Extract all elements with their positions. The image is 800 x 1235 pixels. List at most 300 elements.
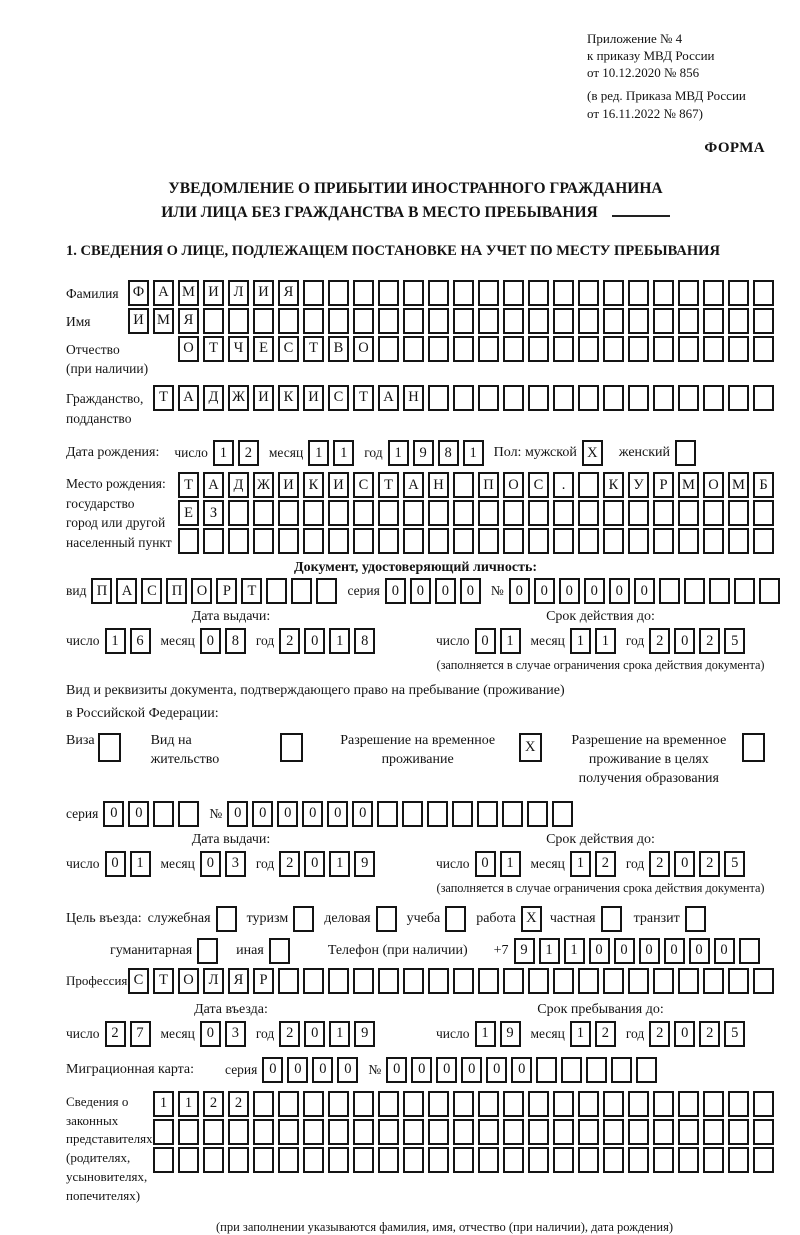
form-cell[interactable]: [603, 1147, 624, 1173]
form-cell[interactable]: Р: [216, 578, 237, 604]
form-cell[interactable]: Т: [203, 336, 224, 362]
form-cell[interactable]: Е: [178, 500, 199, 526]
form-cell[interactable]: Л: [203, 968, 224, 994]
form-cell[interactable]: 2: [279, 628, 300, 654]
form-cell[interactable]: Т: [378, 472, 399, 498]
form-cell[interactable]: 0: [200, 628, 221, 654]
form-cell[interactable]: 1: [539, 938, 560, 964]
form-cell[interactable]: Т: [303, 336, 324, 362]
form-cell[interactable]: [753, 308, 774, 334]
form-cell[interactable]: [378, 1119, 399, 1145]
form-cell[interactable]: [228, 528, 249, 554]
form-cell[interactable]: [303, 308, 324, 334]
form-cell[interactable]: [278, 968, 299, 994]
form-cell[interactable]: [553, 1091, 574, 1117]
form-cell[interactable]: [578, 1147, 599, 1173]
form-cell[interactable]: [734, 578, 755, 604]
form-cell[interactable]: [703, 1147, 724, 1173]
residence-series-input[interactable]: [103, 801, 199, 827]
stay-day-input[interactable]: [475, 1021, 521, 1047]
form-cell[interactable]: [428, 500, 449, 526]
form-cell[interactable]: И: [278, 472, 299, 498]
form-cell[interactable]: 5: [724, 851, 745, 877]
form-cell[interactable]: А: [403, 472, 424, 498]
form-cell[interactable]: [253, 1147, 274, 1173]
form-cell[interactable]: 1: [570, 1021, 591, 1047]
patronymic-input[interactable]: [178, 336, 774, 362]
form-cell[interactable]: [503, 308, 524, 334]
form-cell[interactable]: 0: [664, 938, 685, 964]
form-cell[interactable]: 0: [304, 851, 325, 877]
form-cell[interactable]: О: [503, 472, 524, 498]
form-cell[interactable]: [478, 280, 499, 306]
form-cell[interactable]: [303, 1119, 324, 1145]
residence-expiry-day-input[interactable]: [475, 851, 521, 877]
form-cell[interactable]: [428, 1091, 449, 1117]
form-cell[interactable]: [253, 1091, 274, 1117]
form-cell[interactable]: [678, 336, 699, 362]
form-cell[interactable]: [703, 385, 724, 411]
form-cell[interactable]: [402, 801, 423, 827]
form-cell[interactable]: [553, 1119, 574, 1145]
form-cell[interactable]: [628, 1147, 649, 1173]
form-cell[interactable]: 2: [228, 1091, 249, 1117]
form-cell[interactable]: [403, 528, 424, 554]
form-cell[interactable]: [428, 1147, 449, 1173]
form-cell[interactable]: [503, 1091, 524, 1117]
form-cell[interactable]: 0: [105, 851, 126, 877]
form-cell[interactable]: [478, 1091, 499, 1117]
form-cell[interactable]: [428, 280, 449, 306]
form-cell[interactable]: [603, 280, 624, 306]
form-cell[interactable]: [478, 385, 499, 411]
form-cell[interactable]: [653, 336, 674, 362]
form-cell[interactable]: [328, 1147, 349, 1173]
form-cell[interactable]: [280, 733, 303, 762]
form-cell[interactable]: У: [628, 472, 649, 498]
form-cell[interactable]: X: [521, 906, 542, 932]
form-cell[interactable]: [578, 308, 599, 334]
form-cell[interactable]: [678, 385, 699, 411]
form-cell[interactable]: [452, 801, 473, 827]
form-cell[interactable]: 1: [329, 1021, 350, 1047]
form-cell[interactable]: [753, 1147, 774, 1173]
form-cell[interactable]: 0: [511, 1057, 532, 1083]
form-cell[interactable]: [553, 385, 574, 411]
form-cell[interactable]: [178, 1147, 199, 1173]
form-cell[interactable]: [578, 500, 599, 526]
form-cell[interactable]: 0: [509, 578, 530, 604]
form-cell[interactable]: 2: [649, 1021, 670, 1047]
form-cell[interactable]: [503, 385, 524, 411]
residence-issue-year-input[interactable]: [279, 851, 375, 877]
doc-expiry-day-input[interactable]: [475, 628, 521, 654]
form-cell[interactable]: [728, 280, 749, 306]
form-cell[interactable]: [603, 308, 624, 334]
form-cell[interactable]: 3: [225, 1021, 246, 1047]
form-cell[interactable]: 1: [463, 440, 484, 466]
form-cell[interactable]: И: [128, 308, 149, 334]
birthplace-input-row2[interactable]: [178, 500, 774, 526]
form-cell[interactable]: [203, 1119, 224, 1145]
form-cell[interactable]: [553, 1147, 574, 1173]
form-cell[interactable]: [477, 801, 498, 827]
form-cell[interactable]: 2: [595, 851, 616, 877]
form-cell[interactable]: [528, 968, 549, 994]
form-cell[interactable]: [503, 528, 524, 554]
form-cell[interactable]: [553, 528, 574, 554]
form-cell[interactable]: 2: [203, 1091, 224, 1117]
form-cell[interactable]: 2: [699, 851, 720, 877]
form-cell[interactable]: [328, 968, 349, 994]
form-cell[interactable]: 0: [534, 578, 555, 604]
form-cell[interactable]: 2: [699, 1021, 720, 1047]
form-cell[interactable]: 1: [564, 938, 585, 964]
doc-series-input[interactable]: [385, 578, 481, 604]
form-cell[interactable]: [628, 385, 649, 411]
form-cell[interactable]: 0: [461, 1057, 482, 1083]
form-cell[interactable]: [378, 968, 399, 994]
surname-input[interactable]: [128, 280, 774, 306]
form-cell[interactable]: [353, 1119, 374, 1145]
form-cell[interactable]: [353, 968, 374, 994]
form-cell[interactable]: [628, 528, 649, 554]
form-cell[interactable]: [328, 1119, 349, 1145]
residence-issue-month-input[interactable]: [200, 851, 246, 877]
form-cell[interactable]: [528, 385, 549, 411]
form-cell[interactable]: [303, 1147, 324, 1173]
sex-male-checkbox[interactable]: [582, 440, 603, 466]
form-cell[interactable]: [453, 308, 474, 334]
form-cell[interactable]: [453, 336, 474, 362]
form-cell[interactable]: [203, 1147, 224, 1173]
form-cell[interactable]: [678, 1091, 699, 1117]
birth-month-input[interactable]: [308, 440, 354, 466]
form-cell[interactable]: З: [203, 500, 224, 526]
form-cell[interactable]: Т: [153, 385, 174, 411]
form-cell[interactable]: [453, 968, 474, 994]
form-cell[interactable]: 0: [639, 938, 660, 964]
form-cell[interactable]: [578, 280, 599, 306]
form-cell[interactable]: [228, 500, 249, 526]
form-cell[interactable]: Д: [203, 385, 224, 411]
form-cell[interactable]: [603, 528, 624, 554]
form-cell[interactable]: [628, 1119, 649, 1145]
form-cell[interactable]: [178, 528, 199, 554]
form-cell[interactable]: И: [253, 385, 274, 411]
temp-residence-edu-checkbox[interactable]: [742, 733, 765, 762]
form-cell[interactable]: [278, 1147, 299, 1173]
form-cell[interactable]: 9: [514, 938, 535, 964]
form-cell[interactable]: Е: [253, 336, 274, 362]
form-cell[interactable]: 9: [354, 1021, 375, 1047]
form-cell[interactable]: 5: [724, 628, 745, 654]
form-cell[interactable]: [253, 528, 274, 554]
form-cell[interactable]: 0: [227, 801, 248, 827]
form-cell[interactable]: 0: [277, 801, 298, 827]
name-input[interactable]: [128, 308, 774, 334]
form-cell[interactable]: [628, 1091, 649, 1117]
birth-year-input[interactable]: [388, 440, 484, 466]
form-cell[interactable]: 1: [329, 628, 350, 654]
form-cell[interactable]: [728, 1147, 749, 1173]
purpose-transit-checkbox[interactable]: [685, 906, 706, 932]
form-cell[interactable]: 0: [304, 628, 325, 654]
form-cell[interactable]: [378, 336, 399, 362]
form-cell[interactable]: 6: [130, 628, 151, 654]
form-cell[interactable]: [603, 385, 624, 411]
form-cell[interactable]: [453, 472, 474, 498]
form-cell[interactable]: К: [303, 472, 324, 498]
form-cell[interactable]: [628, 308, 649, 334]
form-cell[interactable]: [503, 500, 524, 526]
form-cell[interactable]: [578, 968, 599, 994]
form-cell[interactable]: [269, 938, 290, 964]
form-cell[interactable]: [403, 280, 424, 306]
form-cell[interactable]: 0: [460, 578, 481, 604]
form-cell[interactable]: [303, 280, 324, 306]
form-cell[interactable]: [153, 1147, 174, 1173]
form-cell[interactable]: М: [728, 472, 749, 498]
form-cell[interactable]: 2: [649, 628, 670, 654]
form-cell[interactable]: [98, 733, 121, 762]
form-cell[interactable]: [603, 500, 624, 526]
visa-checkbox[interactable]: [98, 733, 121, 762]
entry-year-input[interactable]: [279, 1021, 375, 1047]
form-cell[interactable]: П: [91, 578, 112, 604]
stay-month-input[interactable]: [570, 1021, 616, 1047]
form-cell[interactable]: [378, 528, 399, 554]
form-cell[interactable]: [378, 1147, 399, 1173]
form-cell[interactable]: С: [278, 336, 299, 362]
form-cell[interactable]: Я: [228, 968, 249, 994]
form-cell[interactable]: 0: [410, 578, 431, 604]
migration-series-input[interactable]: [262, 1057, 358, 1083]
form-cell[interactable]: [578, 472, 599, 498]
residence-issue-day-input[interactable]: [105, 851, 151, 877]
form-cell[interactable]: А: [116, 578, 137, 604]
entry-month-input[interactable]: [200, 1021, 246, 1047]
form-cell[interactable]: [303, 968, 324, 994]
form-cell[interactable]: [653, 1091, 674, 1117]
form-cell[interactable]: Д: [228, 472, 249, 498]
purpose-private-checkbox[interactable]: [601, 906, 622, 932]
form-cell[interactable]: [428, 385, 449, 411]
form-cell[interactable]: X: [582, 440, 603, 466]
form-cell[interactable]: [678, 1147, 699, 1173]
form-cell[interactable]: [703, 500, 724, 526]
form-cell[interactable]: [478, 500, 499, 526]
form-cell[interactable]: 0: [302, 801, 323, 827]
form-cell[interactable]: [528, 500, 549, 526]
form-cell[interactable]: К: [603, 472, 624, 498]
form-cell[interactable]: [378, 500, 399, 526]
form-cell[interactable]: [203, 528, 224, 554]
form-cell[interactable]: [303, 1091, 324, 1117]
purpose-work-checkbox[interactable]: [521, 906, 542, 932]
residence-number-input[interactable]: [227, 801, 573, 827]
form-cell[interactable]: [753, 968, 774, 994]
form-cell[interactable]: 5: [724, 1021, 745, 1047]
doc-kind-input[interactable]: [91, 578, 337, 604]
form-cell[interactable]: 8: [438, 440, 459, 466]
form-cell[interactable]: [528, 280, 549, 306]
form-cell[interactable]: [378, 280, 399, 306]
form-cell[interactable]: Т: [241, 578, 262, 604]
doc-expiry-year-input[interactable]: [649, 628, 745, 654]
form-cell[interactable]: [561, 1057, 582, 1083]
form-cell[interactable]: [678, 968, 699, 994]
form-cell[interactable]: [552, 801, 573, 827]
form-cell[interactable]: [353, 1147, 374, 1173]
form-cell[interactable]: [453, 1147, 474, 1173]
form-cell[interactable]: [636, 1057, 657, 1083]
form-cell[interactable]: [753, 1119, 774, 1145]
form-cell[interactable]: [653, 280, 674, 306]
form-cell[interactable]: [228, 308, 249, 334]
form-cell[interactable]: 1: [333, 440, 354, 466]
form-cell[interactable]: [453, 1119, 474, 1145]
form-cell[interactable]: [303, 500, 324, 526]
form-cell[interactable]: 0: [475, 851, 496, 877]
form-cell[interactable]: 0: [252, 801, 273, 827]
form-cell[interactable]: [428, 528, 449, 554]
form-cell[interactable]: Б: [753, 472, 774, 498]
form-cell[interactable]: [703, 280, 724, 306]
form-cell[interactable]: [353, 528, 374, 554]
form-cell[interactable]: 0: [714, 938, 735, 964]
form-cell[interactable]: А: [153, 280, 174, 306]
form-cell[interactable]: 0: [435, 578, 456, 604]
form-cell[interactable]: [628, 280, 649, 306]
form-cell[interactable]: Л: [228, 280, 249, 306]
form-cell[interactable]: .: [553, 472, 574, 498]
form-cell[interactable]: [586, 1057, 607, 1083]
form-cell[interactable]: 2: [238, 440, 259, 466]
form-cell[interactable]: [728, 968, 749, 994]
form-cell[interactable]: 0: [262, 1057, 283, 1083]
form-cell[interactable]: [753, 1091, 774, 1117]
form-cell[interactable]: 0: [103, 801, 124, 827]
form-cell[interactable]: 0: [200, 1021, 221, 1047]
form-cell[interactable]: [453, 528, 474, 554]
form-cell[interactable]: [253, 1119, 274, 1145]
form-cell[interactable]: С: [128, 968, 149, 994]
birth-day-input[interactable]: [213, 440, 259, 466]
birthplace-input-row3[interactable]: [178, 528, 774, 554]
form-cell[interactable]: [403, 1147, 424, 1173]
form-cell[interactable]: 1: [475, 1021, 496, 1047]
form-cell[interactable]: Р: [653, 472, 674, 498]
form-cell[interactable]: [293, 906, 314, 932]
form-cell[interactable]: 1: [178, 1091, 199, 1117]
form-cell[interactable]: 3: [225, 851, 246, 877]
form-cell[interactable]: [453, 280, 474, 306]
form-cell[interactable]: [503, 336, 524, 362]
form-cell[interactable]: [453, 385, 474, 411]
form-cell[interactable]: Т: [353, 385, 374, 411]
form-cell[interactable]: [753, 500, 774, 526]
form-cell[interactable]: [328, 528, 349, 554]
form-cell[interactable]: 0: [327, 801, 348, 827]
form-cell[interactable]: 0: [589, 938, 610, 964]
form-cell[interactable]: 0: [128, 801, 149, 827]
form-cell[interactable]: [376, 906, 397, 932]
form-cell[interactable]: [653, 1119, 674, 1145]
residence-permit-checkbox[interactable]: [280, 733, 303, 762]
doc-number-input[interactable]: [509, 578, 780, 604]
form-cell[interactable]: Я: [178, 308, 199, 334]
form-cell[interactable]: [228, 1147, 249, 1173]
form-cell[interactable]: [528, 1119, 549, 1145]
form-cell[interactable]: [536, 1057, 557, 1083]
form-cell[interactable]: 9: [500, 1021, 521, 1047]
form-cell[interactable]: [753, 280, 774, 306]
form-cell[interactable]: [603, 1091, 624, 1117]
form-cell[interactable]: 0: [609, 578, 630, 604]
form-cell[interactable]: Я: [278, 280, 299, 306]
form-cell[interactable]: 2: [595, 1021, 616, 1047]
form-cell[interactable]: Н: [403, 385, 424, 411]
form-cell[interactable]: [728, 528, 749, 554]
form-cell[interactable]: [684, 578, 705, 604]
form-cell[interactable]: 0: [674, 628, 695, 654]
form-cell[interactable]: [728, 308, 749, 334]
representatives-input-row2[interactable]: [153, 1119, 774, 1145]
form-cell[interactable]: [553, 336, 574, 362]
form-cell[interactable]: [428, 968, 449, 994]
form-cell[interactable]: Н: [428, 472, 449, 498]
form-cell[interactable]: О: [703, 472, 724, 498]
form-cell[interactable]: [728, 1091, 749, 1117]
form-cell[interactable]: 2: [279, 1021, 300, 1047]
form-cell[interactable]: [728, 500, 749, 526]
form-cell[interactable]: 0: [385, 578, 406, 604]
form-cell[interactable]: [739, 938, 760, 964]
form-cell[interactable]: [653, 385, 674, 411]
doc-issue-month-input[interactable]: [200, 628, 246, 654]
stay-year-input[interactable]: [649, 1021, 745, 1047]
form-cell[interactable]: [453, 1091, 474, 1117]
doc-issue-year-input[interactable]: [279, 628, 375, 654]
form-cell[interactable]: М: [178, 280, 199, 306]
form-cell[interactable]: 1: [570, 628, 591, 654]
purpose-tourism-checkbox[interactable]: [293, 906, 314, 932]
form-cell[interactable]: 0: [584, 578, 605, 604]
form-cell[interactable]: [742, 733, 765, 762]
form-cell[interactable]: [685, 906, 706, 932]
form-cell[interactable]: П: [166, 578, 187, 604]
form-cell[interactable]: [216, 906, 237, 932]
form-cell[interactable]: [503, 1147, 524, 1173]
form-cell[interactable]: 1: [308, 440, 329, 466]
form-cell[interactable]: [178, 1119, 199, 1145]
form-cell[interactable]: 1: [595, 628, 616, 654]
form-cell[interactable]: [553, 308, 574, 334]
form-cell[interactable]: [578, 1091, 599, 1117]
form-cell[interactable]: [478, 308, 499, 334]
form-cell[interactable]: [266, 578, 287, 604]
form-cell[interactable]: [578, 1119, 599, 1145]
form-cell[interactable]: 1: [329, 851, 350, 877]
form-cell[interactable]: С: [328, 385, 349, 411]
form-cell[interactable]: [278, 528, 299, 554]
form-cell[interactable]: [453, 500, 474, 526]
form-cell[interactable]: [527, 801, 548, 827]
form-cell[interactable]: [578, 336, 599, 362]
form-cell[interactable]: [553, 500, 574, 526]
form-cell[interactable]: [728, 1119, 749, 1145]
